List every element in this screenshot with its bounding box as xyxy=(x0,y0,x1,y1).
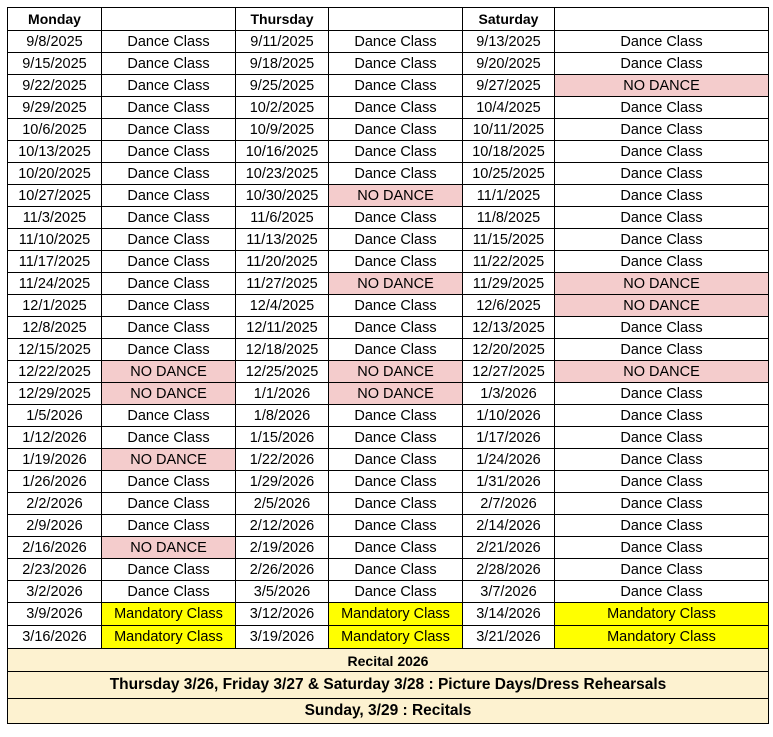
saturday-date-cell: 2/21/2026 xyxy=(463,537,555,559)
thursday-status-cell: Dance Class xyxy=(329,559,463,581)
monday-status-cell: Dance Class xyxy=(102,251,236,273)
thursday-status-cell: Dance Class xyxy=(329,53,463,75)
thursday-date-cell: 1/1/2026 xyxy=(236,383,329,405)
table-row xyxy=(8,97,769,119)
saturday-date-cell: 9/20/2025 xyxy=(463,53,555,75)
monday-date-cell: 12/1/2025 xyxy=(8,295,102,317)
table-row xyxy=(8,317,769,339)
thursday-date-cell: 12/4/2025 xyxy=(236,295,329,317)
saturday-date-cell: 2/7/2026 xyxy=(463,493,555,515)
saturday-status-cell: Dance Class xyxy=(555,405,769,427)
header-thursday-status xyxy=(329,8,463,31)
monday-date-cell: 12/29/2025 xyxy=(8,383,102,405)
saturday-date-cell: 1/3/2026 xyxy=(463,383,555,405)
thursday-date-cell: 11/13/2025 xyxy=(236,229,329,251)
thursday-date-cell: 12/18/2025 xyxy=(236,339,329,361)
monday-status-cell: Dance Class xyxy=(102,493,236,515)
thursday-status-cell: Dance Class xyxy=(329,207,463,229)
saturday-date-cell: 12/27/2025 xyxy=(463,361,555,383)
monday-status-cell: Dance Class xyxy=(102,31,236,53)
saturday-status-cell: Dance Class xyxy=(555,427,769,449)
monday-status-cell: Dance Class xyxy=(102,515,236,537)
saturday-date-cell: 12/6/2025 xyxy=(463,295,555,317)
saturday-status-cell: NO DANCE xyxy=(555,75,769,97)
saturday-date-cell: 3/7/2026 xyxy=(463,581,555,603)
saturday-date-cell: 12/13/2025 xyxy=(463,317,555,339)
table-row xyxy=(8,581,769,603)
schedule-body xyxy=(8,31,769,649)
monday-status-cell: Dance Class xyxy=(102,97,236,119)
monday-status-cell: Dance Class xyxy=(102,185,236,207)
table-row xyxy=(8,141,769,163)
table-row xyxy=(8,185,769,207)
recital-rehearsals-row xyxy=(8,672,769,699)
monday-date-cell: 1/5/2026 xyxy=(8,405,102,427)
thursday-status-cell: Dance Class xyxy=(329,471,463,493)
thursday-date-cell: 2/26/2026 xyxy=(236,559,329,581)
table-row xyxy=(8,163,769,185)
saturday-status-cell: Dance Class xyxy=(555,163,769,185)
saturday-status-cell: Dance Class xyxy=(555,317,769,339)
table-row xyxy=(8,559,769,581)
monday-date-cell: 3/16/2026 xyxy=(8,626,102,649)
thursday-status-cell: Dance Class xyxy=(329,493,463,515)
monday-status-cell: Dance Class xyxy=(102,207,236,229)
thursday-date-cell: 1/29/2026 xyxy=(236,471,329,493)
thursday-date-cell: 10/30/2025 xyxy=(236,185,329,207)
thursday-status-cell: Dance Class xyxy=(329,449,463,471)
saturday-status-cell: Dance Class xyxy=(555,515,769,537)
thursday-date-cell: 11/27/2025 xyxy=(236,273,329,295)
saturday-date-cell: 12/20/2025 xyxy=(463,339,555,361)
saturday-date-cell: 11/29/2025 xyxy=(463,273,555,295)
saturday-status-cell: Dance Class xyxy=(555,53,769,75)
thursday-date-cell: 3/19/2026 xyxy=(236,626,329,649)
monday-status-cell: Dance Class xyxy=(102,559,236,581)
thursday-date-cell: 1/8/2026 xyxy=(236,405,329,427)
thursday-status-cell: Dance Class xyxy=(329,119,463,141)
saturday-date-cell: 11/1/2025 xyxy=(463,185,555,207)
monday-date-cell: 12/22/2025 xyxy=(8,361,102,383)
monday-date-cell: 2/16/2026 xyxy=(8,537,102,559)
monday-date-cell: 9/22/2025 xyxy=(8,75,102,97)
thursday-status-cell: Dance Class xyxy=(329,229,463,251)
monday-date-cell: 9/8/2025 xyxy=(8,31,102,53)
table-row xyxy=(8,361,769,383)
saturday-status-cell: Dance Class xyxy=(555,229,769,251)
saturday-status-cell: Dance Class xyxy=(555,339,769,361)
header-saturday-status xyxy=(555,8,769,31)
monday-status-cell: Dance Class xyxy=(102,427,236,449)
monday-status-cell: Dance Class xyxy=(102,75,236,97)
monday-date-cell: 9/15/2025 xyxy=(8,53,102,75)
table-row xyxy=(8,449,769,471)
saturday-status-cell: Dance Class xyxy=(555,471,769,493)
monday-status-cell: Dance Class xyxy=(102,339,236,361)
table-row xyxy=(8,626,769,649)
saturday-date-cell: 10/18/2025 xyxy=(463,141,555,163)
monday-status-cell: Dance Class xyxy=(102,405,236,427)
monday-status-cell: Dance Class xyxy=(102,273,236,295)
thursday-status-cell: Dance Class xyxy=(329,295,463,317)
monday-status-cell: NO DANCE xyxy=(102,361,236,383)
monday-status-cell: NO DANCE xyxy=(102,449,236,471)
thursday-date-cell: 10/16/2025 xyxy=(236,141,329,163)
monday-date-cell: 10/13/2025 xyxy=(8,141,102,163)
monday-status-cell: NO DANCE xyxy=(102,383,236,405)
header-monday: Monday xyxy=(8,8,102,31)
header-monday-status xyxy=(102,8,236,31)
thursday-date-cell: 1/22/2026 xyxy=(236,449,329,471)
thursday-date-cell: 9/11/2025 xyxy=(236,31,329,53)
monday-date-cell: 11/17/2025 xyxy=(8,251,102,273)
thursday-date-cell: 10/2/2025 xyxy=(236,97,329,119)
saturday-date-cell: 3/14/2026 xyxy=(463,603,555,626)
thursday-date-cell: 2/5/2026 xyxy=(236,493,329,515)
monday-date-cell: 10/27/2025 xyxy=(8,185,102,207)
saturday-date-cell: 9/13/2025 xyxy=(463,31,555,53)
table-row xyxy=(8,493,769,515)
table-row xyxy=(8,383,769,405)
saturday-date-cell: 2/28/2026 xyxy=(463,559,555,581)
monday-date-cell: 9/29/2025 xyxy=(8,97,102,119)
thursday-status-cell: NO DANCE xyxy=(329,361,463,383)
header-saturday: Saturday xyxy=(463,8,555,31)
thursday-status-cell: Dance Class xyxy=(329,31,463,53)
saturday-date-cell: 2/14/2026 xyxy=(463,515,555,537)
monday-date-cell: 11/3/2025 xyxy=(8,207,102,229)
monday-status-cell: Mandatory Class xyxy=(102,626,236,649)
thursday-date-cell: 9/18/2025 xyxy=(236,53,329,75)
thursday-date-cell: 3/5/2026 xyxy=(236,581,329,603)
saturday-status-cell: Dance Class xyxy=(555,97,769,119)
header-thursday: Thursday xyxy=(236,8,329,31)
thursday-status-cell: Dance Class xyxy=(329,339,463,361)
dance-schedule-table xyxy=(7,7,769,724)
monday-date-cell: 3/9/2026 xyxy=(8,603,102,626)
thursday-date-cell: 12/25/2025 xyxy=(236,361,329,383)
monday-status-cell: Dance Class xyxy=(102,163,236,185)
monday-status-cell: Dance Class xyxy=(102,581,236,603)
saturday-date-cell: 11/15/2025 xyxy=(463,229,555,251)
table-row xyxy=(8,405,769,427)
thursday-status-cell: Dance Class xyxy=(329,163,463,185)
thursday-date-cell: 12/11/2025 xyxy=(236,317,329,339)
thursday-status-cell: Dance Class xyxy=(329,405,463,427)
thursday-status-cell: Dance Class xyxy=(329,537,463,559)
monday-date-cell: 1/26/2026 xyxy=(8,471,102,493)
thursday-status-cell: Dance Class xyxy=(329,317,463,339)
monday-status-cell: Dance Class xyxy=(102,141,236,163)
saturday-date-cell: 1/31/2026 xyxy=(463,471,555,493)
saturday-status-cell: NO DANCE xyxy=(555,273,769,295)
thursday-status-cell: Dance Class xyxy=(329,97,463,119)
thursday-status-cell: Dance Class xyxy=(329,75,463,97)
monday-status-cell: Dance Class xyxy=(102,317,236,339)
saturday-date-cell: 1/17/2026 xyxy=(463,427,555,449)
table-row xyxy=(8,537,769,559)
saturday-status-cell: NO DANCE xyxy=(555,295,769,317)
thursday-date-cell: 10/23/2025 xyxy=(236,163,329,185)
monday-status-cell: NO DANCE xyxy=(102,537,236,559)
table-row xyxy=(8,119,769,141)
recital-day-row xyxy=(8,699,769,724)
thursday-date-cell: 2/12/2026 xyxy=(236,515,329,537)
monday-date-cell: 2/2/2026 xyxy=(8,493,102,515)
saturday-status-cell: Mandatory Class xyxy=(555,603,769,626)
saturday-date-cell: 1/10/2026 xyxy=(463,405,555,427)
monday-date-cell: 2/9/2026 xyxy=(8,515,102,537)
recital-title: Recital 2026 xyxy=(8,649,769,672)
table-row xyxy=(8,273,769,295)
thursday-date-cell: 1/15/2026 xyxy=(236,427,329,449)
saturday-status-cell: Dance Class xyxy=(555,537,769,559)
monday-status-cell: Dance Class xyxy=(102,295,236,317)
recital-rehearsals: Thursday 3/26, Friday 3/27 & Saturday 3/28 : Picture Days/Dress Rehearsals xyxy=(8,672,769,699)
recital-title-row xyxy=(8,649,769,672)
table-row xyxy=(8,229,769,251)
monday-status-cell: Dance Class xyxy=(102,471,236,493)
saturday-status-cell: Dance Class xyxy=(555,141,769,163)
saturday-status-cell: Dance Class xyxy=(555,559,769,581)
table-row xyxy=(8,53,769,75)
table-row xyxy=(8,603,769,626)
thursday-status-cell: Mandatory Class xyxy=(329,626,463,649)
thursday-date-cell: 3/12/2026 xyxy=(236,603,329,626)
thursday-status-cell: Dance Class xyxy=(329,141,463,163)
table-row xyxy=(8,251,769,273)
table-row xyxy=(8,75,769,97)
monday-status-cell: Mandatory Class xyxy=(102,603,236,626)
table-row xyxy=(8,31,769,53)
saturday-status-cell: Dance Class xyxy=(555,581,769,603)
thursday-status-cell: NO DANCE xyxy=(329,185,463,207)
saturday-status-cell: Dance Class xyxy=(555,185,769,207)
recital-day: Sunday, 3/29 : Recitals xyxy=(8,699,769,724)
thursday-date-cell: 11/6/2025 xyxy=(236,207,329,229)
saturday-date-cell: 3/21/2026 xyxy=(463,626,555,649)
saturday-date-cell: 1/24/2026 xyxy=(463,449,555,471)
saturday-status-cell: Dance Class xyxy=(555,251,769,273)
thursday-status-cell: NO DANCE xyxy=(329,383,463,405)
monday-status-cell: Dance Class xyxy=(102,53,236,75)
saturday-status-cell: Mandatory Class xyxy=(555,626,769,649)
saturday-status-cell: NO DANCE xyxy=(555,361,769,383)
monday-date-cell: 1/19/2026 xyxy=(8,449,102,471)
monday-date-cell: 11/10/2025 xyxy=(8,229,102,251)
thursday-status-cell: NO DANCE xyxy=(329,273,463,295)
saturday-status-cell: Dance Class xyxy=(555,493,769,515)
monday-date-cell: 12/8/2025 xyxy=(8,317,102,339)
monday-status-cell: Dance Class xyxy=(102,229,236,251)
saturday-status-cell: Dance Class xyxy=(555,119,769,141)
saturday-status-cell: Dance Class xyxy=(555,383,769,405)
monday-date-cell: 2/23/2026 xyxy=(8,559,102,581)
table-row xyxy=(8,515,769,537)
saturday-date-cell: 11/8/2025 xyxy=(463,207,555,229)
thursday-date-cell: 2/19/2026 xyxy=(236,537,329,559)
saturday-date-cell: 10/4/2025 xyxy=(463,97,555,119)
monday-date-cell: 11/24/2025 xyxy=(8,273,102,295)
monday-date-cell: 3/2/2026 xyxy=(8,581,102,603)
saturday-status-cell: Dance Class xyxy=(555,449,769,471)
saturday-date-cell: 10/11/2025 xyxy=(463,119,555,141)
saturday-status-cell: Dance Class xyxy=(555,31,769,53)
monday-date-cell: 12/15/2025 xyxy=(8,339,102,361)
thursday-status-cell: Dance Class xyxy=(329,427,463,449)
thursday-status-cell: Mandatory Class xyxy=(329,603,463,626)
monday-date-cell: 10/20/2025 xyxy=(8,163,102,185)
saturday-date-cell: 11/22/2025 xyxy=(463,251,555,273)
monday-status-cell: Dance Class xyxy=(102,119,236,141)
saturday-status-cell: Dance Class xyxy=(555,207,769,229)
monday-date-cell: 1/12/2026 xyxy=(8,427,102,449)
thursday-status-cell: Dance Class xyxy=(329,515,463,537)
saturday-date-cell: 10/25/2025 xyxy=(463,163,555,185)
header-row xyxy=(8,8,769,31)
table-row xyxy=(8,427,769,449)
table-row xyxy=(8,207,769,229)
saturday-date-cell: 9/27/2025 xyxy=(463,75,555,97)
table-row xyxy=(8,471,769,493)
table-row xyxy=(8,339,769,361)
thursday-date-cell: 9/25/2025 xyxy=(236,75,329,97)
thursday-date-cell: 11/20/2025 xyxy=(236,251,329,273)
monday-date-cell: 10/6/2025 xyxy=(8,119,102,141)
thursday-date-cell: 10/9/2025 xyxy=(236,119,329,141)
thursday-status-cell: Dance Class xyxy=(329,581,463,603)
table-row xyxy=(8,295,769,317)
thursday-status-cell: Dance Class xyxy=(329,251,463,273)
